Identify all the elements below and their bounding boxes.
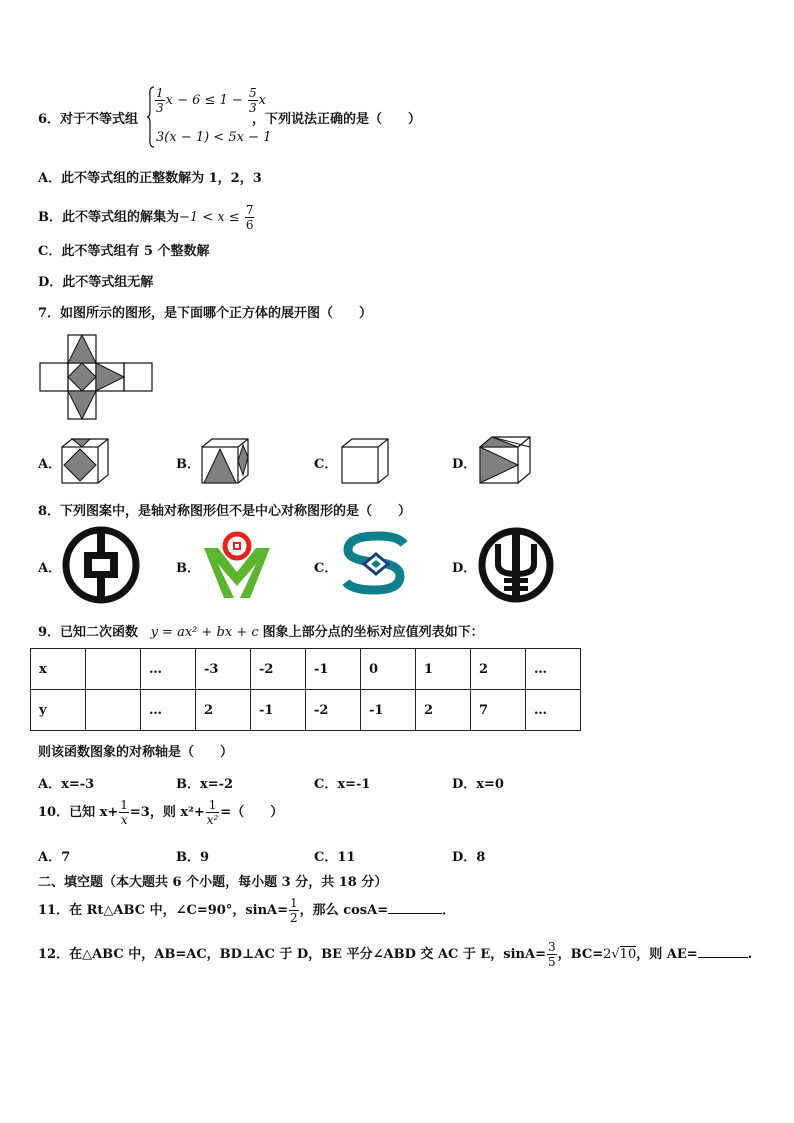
- q7-option-d-cube: [478, 435, 534, 485]
- table-cell: -1: [361, 690, 416, 731]
- answer-blank[interactable]: [698, 945, 748, 958]
- q6-stem-tail: ，下列说法正确的是（ ）: [252, 112, 422, 127]
- q7-option-b-label: B．: [176, 457, 200, 472]
- coin-logo-icon: [62, 526, 140, 604]
- table-cell: 2: [196, 690, 251, 731]
- frac-three-fifths: $\frac{3}{5}$: [547, 940, 556, 969]
- table-cell: y: [31, 690, 86, 731]
- q9-option-b: B．x=-2: [176, 777, 234, 792]
- table-cell: …: [526, 690, 581, 731]
- table-cell: [86, 690, 141, 731]
- q8-option-c-label: C．: [314, 561, 338, 576]
- frac-one-over-x: $\frac{1}{x}$: [120, 798, 128, 827]
- q7-stem: 7．如图所示的图形，是下面哪个正方体的展开图（ ）: [38, 306, 373, 321]
- table-cell: -1: [251, 690, 306, 731]
- q6-option-b: B．此不等式组的解集为−1 < x ≤ $\frac{7}{6}$: [38, 203, 254, 232]
- frac-one-over-x-squared: $\frac{1}{\text{x²}}$: [206, 798, 219, 827]
- table-cell: …: [526, 649, 581, 690]
- q7-option-c-cube: [340, 437, 392, 485]
- section-heading: 二、填空题（本大题共 6 个小题，每小题 3 分，共 18 分）: [38, 875, 388, 890]
- table-cell: …: [141, 690, 196, 731]
- q10-option-d: D．8: [452, 850, 486, 865]
- q9-stem: 9．已知二次函数 y = ax² + bx + c 图象上部分点的坐标对应值列表如下：: [38, 625, 484, 640]
- q6-inequality-line2: 3(x − 1) < 5x − 1: [156, 130, 272, 145]
- q10-option-c: C．11: [314, 850, 356, 865]
- table-cell: 7: [471, 690, 526, 731]
- q7-option-a-label: A．: [38, 457, 62, 472]
- table-row: [31, 690, 581, 731]
- values-table: [30, 648, 581, 731]
- q8-option-a-label: A．: [38, 561, 62, 576]
- q6-option-c: C．此不等式组有 5 个整数解: [38, 244, 210, 259]
- frac-five-thirds: $\frac{5}{3}$: [249, 86, 257, 115]
- table-cell: -1: [306, 649, 361, 690]
- q7-option-b-cube: [200, 437, 252, 485]
- q8-option-d-label: D．: [452, 561, 477, 576]
- q6-option-d: D．此不等式组无解: [38, 275, 154, 290]
- q10-option-b: B．9: [176, 850, 210, 865]
- agri-bank-logo-icon: [476, 526, 556, 604]
- table-cell: 0: [361, 649, 416, 690]
- table-cell: [86, 649, 141, 690]
- q11-stem: 11．在 Rt△ABC 中，∠C=90°，sinA= $\frac{1}{2}$ ，那么 cosA= ．: [38, 896, 456, 925]
- q7-option-a-cube: [60, 437, 112, 485]
- q8-option-b-label: B．: [176, 561, 200, 576]
- table-cell: 1: [416, 649, 471, 690]
- frac-seven-sixths: $\frac{7}{6}$: [245, 203, 254, 232]
- table-cell: 2: [471, 649, 526, 690]
- bank-logo-green-icon: [200, 528, 274, 600]
- q9-option-c: C．x=-1: [314, 777, 371, 792]
- q9-option-d: D．x=0: [452, 777, 504, 792]
- q6-stem-lead: 6．对于不等式组: [38, 112, 139, 127]
- sqrt-symbol: √: [611, 947, 620, 962]
- table-cell: -2: [306, 690, 361, 731]
- q9-option-a: A．x=-3: [38, 777, 95, 792]
- table-cell: 2: [416, 690, 471, 731]
- q7-option-c-label: C．: [314, 457, 338, 472]
- q6-inequality-line1: $\frac{1}{3}$ x − 6 ≤ 1 − $\frac{5}{3}$ x: [156, 86, 266, 115]
- q9-question: 则该函数图象的对称轴是（ ）: [38, 745, 234, 760]
- table-row: [31, 649, 581, 690]
- table-cell: -3: [196, 649, 251, 690]
- table-cell: x: [31, 649, 86, 690]
- frac-one-third: $\frac{1}{3}$: [156, 86, 164, 115]
- q6-option-a: A．此不等式组的正整数解为 1，2，3: [38, 171, 262, 186]
- q7-option-d-label: D．: [452, 457, 477, 472]
- table-cell: …: [141, 649, 196, 690]
- q8-stem: 8．下列图案中，是轴对称图形但不是中心对称图形的是（ ）: [38, 504, 412, 519]
- answer-blank[interactable]: [388, 901, 442, 914]
- frac-one-half: $\frac{1}{2}$: [290, 896, 298, 925]
- q12-stem: 12．在△ABC 中，AB=AC，BD⊥AC 于 D，BE 平分∠ABD 交 AC 于 E，sinA= $\frac{3}{5}$ ，BC=2√10，则 AE= .: [38, 940, 753, 969]
- bank-logo-s-icon: [338, 532, 416, 596]
- q10-stem: 10．已知 x+ $\frac{1}{x}$ =3，则 x²+ $\frac{1}{\text{x²}}$ =（ ）: [38, 798, 284, 827]
- q10-option-a: A．7: [38, 850, 71, 865]
- table-cell: -2: [251, 649, 306, 690]
- cube-net-figure: [40, 333, 158, 423]
